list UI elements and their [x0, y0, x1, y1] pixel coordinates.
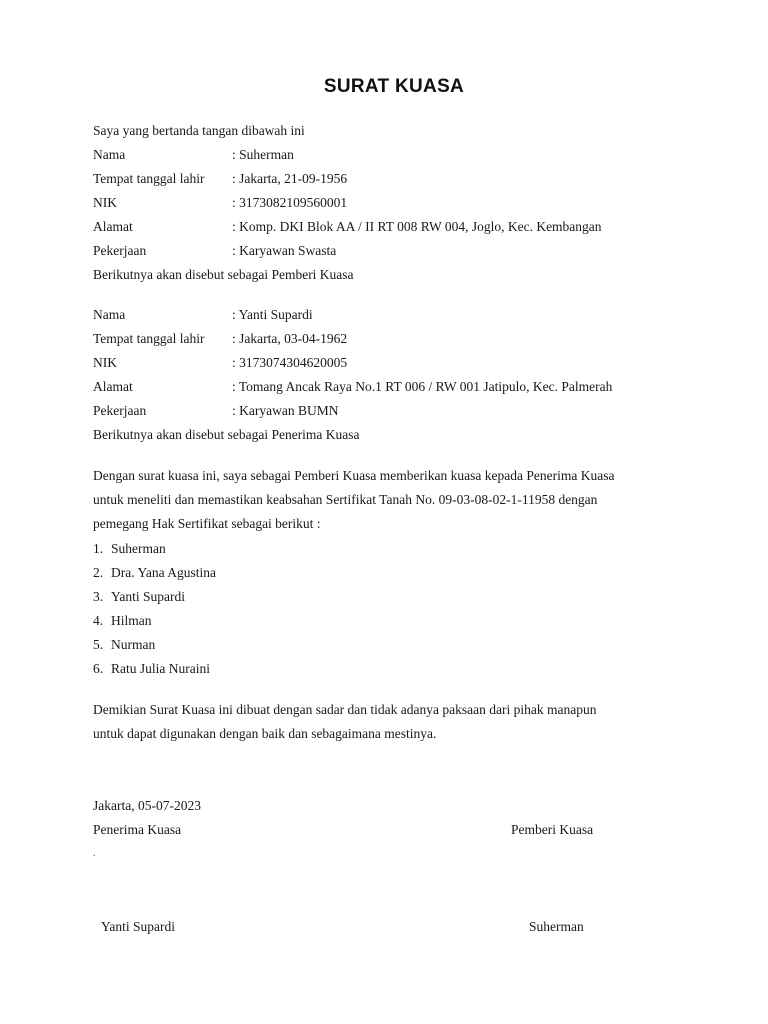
field-label: Alamat — [93, 219, 133, 234]
list-number: 5. — [93, 637, 104, 652]
list-item — [93, 636, 155, 654]
penerima-field-nik — [93, 354, 347, 372]
field-value: : 3173074304620005 — [232, 355, 348, 370]
penerima-field-alamat — [93, 378, 612, 396]
stray-mark: . — [93, 848, 96, 859]
pemberi-field-pekerjaan — [93, 242, 336, 260]
list-text: Hilman — [111, 613, 152, 628]
field-label: Pekerjaan — [93, 403, 147, 418]
field-label: Tempat tanggal lahir — [93, 171, 205, 186]
list-text: Suherman — [111, 541, 166, 556]
field-value: : Karyawan Swasta — [232, 243, 337, 258]
field-value: : Tomang Ancak Raya No.1 RT 006 / RW 001 Jatipulo, Kec. Palmerah — [232, 379, 613, 394]
body-line: untuk meneliti dan memastikan keabsahan Sertifikat Tanah No. 09-03-08-02-1-11958 dengan — [93, 492, 598, 507]
closing-line: Demikian Surat Kuasa ini dibuat dengan sadar dan tidak adanya paksaan dari pihak manapun — [93, 702, 597, 717]
list-text: Nurman — [111, 637, 156, 652]
list-text: Ratu Julia Nuraini — [111, 661, 210, 676]
penerima-field-nama — [93, 306, 313, 324]
body-line: Dengan surat kuasa ini, saya sebagai Pemberi Kuasa memberikan kuasa kepada Penerima Kuasa — [93, 468, 615, 483]
field-label: Alamat — [93, 379, 133, 394]
field-label: Pekerjaan — [93, 243, 147, 258]
penerima-signature-name: Yanti Supardi — [101, 919, 176, 934]
document-title: SURAT KUASA — [323, 76, 465, 97]
place-date: Jakarta, 05-07-2023 — [93, 798, 201, 813]
field-label: Nama — [93, 307, 126, 322]
pemberi-signature-name: Suherman — [529, 919, 584, 934]
list-item — [93, 660, 210, 678]
list-number: 4. — [93, 613, 104, 628]
list-text: Dra. Yana Agustina — [111, 565, 216, 580]
list-item — [93, 588, 185, 606]
penerima-field-ttl — [93, 330, 347, 348]
pemberi-field-alamat — [93, 218, 602, 236]
penerima-note: Berikutnya akan disebut sebagai Penerima Kuasa — [93, 427, 360, 442]
field-value: : Komp. DKI Blok AA / II RT 008 RW 004, Joglo, Kec. Kembangan — [232, 219, 602, 234]
list-number: 3. — [93, 589, 104, 604]
list-number: 6. — [93, 661, 104, 676]
list-number: 1. — [93, 541, 104, 556]
penerima-role-label: Penerima Kuasa — [93, 822, 182, 837]
field-value: : Jakarta, 03-04-1962 — [232, 331, 348, 346]
list-text: Yanti Supardi — [111, 589, 186, 604]
field-value: : Yanti Supardi — [232, 307, 313, 322]
pemberi-field-nik — [93, 194, 347, 212]
field-value: : Jakarta, 21-09-1956 — [232, 171, 348, 186]
field-label: NIK — [93, 195, 117, 210]
list-item — [93, 612, 152, 630]
body-line: pemegang Hak Sertifikat sebagai berikut : — [93, 516, 321, 531]
list-item — [93, 564, 216, 582]
field-label: Nama — [93, 147, 126, 162]
intro-text: Saya yang bertanda tangan dibawah ini — [93, 123, 305, 138]
pemberi-field-nama — [93, 146, 294, 164]
field-value: : Suherman — [232, 147, 294, 162]
closing-line: untuk dapat digunakan dengan baik dan sebagaimana mestinya. — [93, 726, 437, 741]
list-item — [93, 540, 166, 558]
pemberi-role-label: Pemberi Kuasa — [511, 822, 594, 837]
field-label: NIK — [93, 355, 117, 370]
pemberi-note: Berikutnya akan disebut sebagai Pemberi Kuasa — [93, 267, 354, 282]
pemberi-field-ttl — [93, 170, 347, 188]
field-value: : 3173082109560001 — [232, 195, 348, 210]
list-number: 2. — [93, 565, 104, 580]
penerima-field-pekerjaan — [93, 402, 338, 420]
field-label: Tempat tanggal lahir — [93, 331, 205, 346]
field-value: : Karyawan BUMN — [232, 403, 339, 418]
